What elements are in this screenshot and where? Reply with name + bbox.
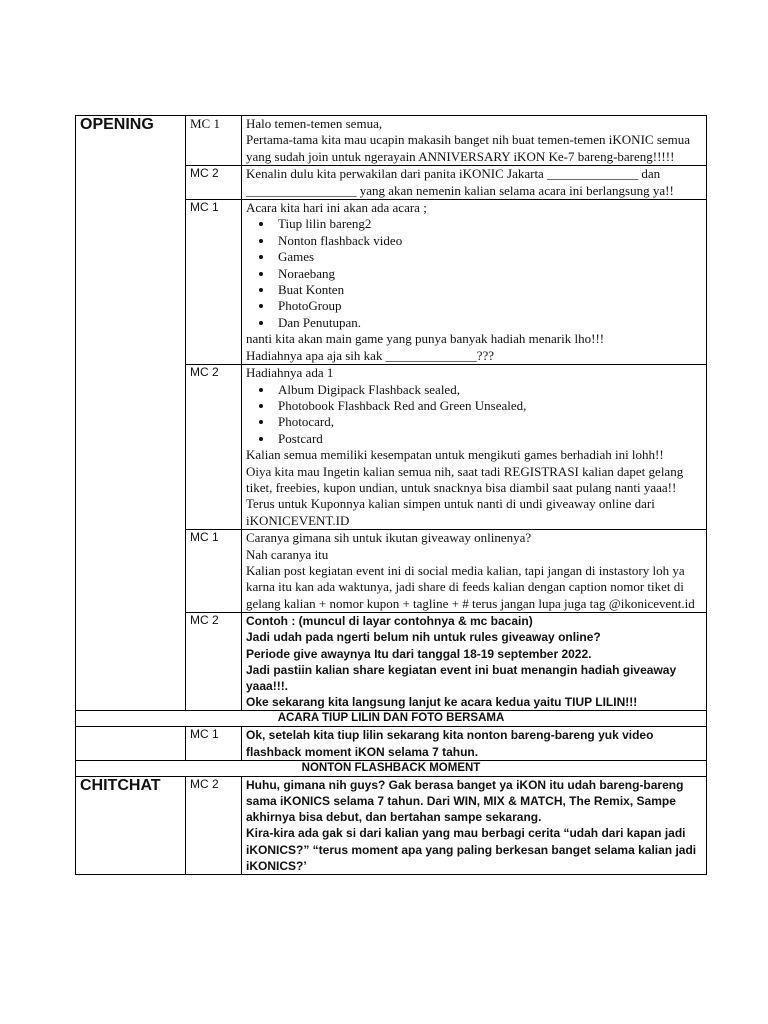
script-line: Jadi udah pada ngerti belum nih untuk rules giveaway online? <box>246 630 601 645</box>
mc-label: MC 1 <box>186 200 242 365</box>
section-chitchat: CHITCHAT <box>76 776 186 874</box>
script-text <box>242 727 707 760</box>
script-line: Hadiahnya apa aja sih kak ______________??? <box>246 347 495 363</box>
table-row <box>76 711 707 727</box>
script-line: Contoh : (muncul di layar contohnya & mc bacain) <box>246 614 533 629</box>
script-line: Kalian semua memiliki kesempatan untuk mengikuti games berhadiah ini lohh!! <box>246 447 664 463</box>
script-line: Pertama-tama kita mau ucapin makasih banget nih buat temen-temen iKONIC semua yang sudah join untuk ngerayain ANNIVERSARY iKON Ke-7 bareng-bareng!!!!! <box>246 132 691 164</box>
table-row <box>76 116 707 166</box>
script-line: nanti kita akan main game yang punya banyak hadiah menarik lho!!! <box>246 331 605 347</box>
script-text <box>242 613 707 711</box>
section-banner-flashback: NONTON FLASHBACK MOMENT <box>76 760 707 776</box>
section-banner-tiup-lilin: ACARA TIUP LILIN DAN FOTO BERSAMA <box>76 711 707 727</box>
mc-label: MC 1 <box>186 727 242 760</box>
list-item: • Photocard, <box>274 414 702 430</box>
mc-label: MC 2 <box>186 613 242 711</box>
empty-section-cell <box>76 727 186 760</box>
table-row <box>76 776 707 874</box>
table-row <box>76 727 707 760</box>
section-opening: OPENING <box>76 116 186 711</box>
script-text <box>242 166 707 200</box>
script-text <box>242 365 707 530</box>
prize-list <box>246 382 702 448</box>
script-line: Oke sekarang kita langsung lanjut ke acara kedua yaitu TIUP LILIN!!! <box>246 695 638 710</box>
script-line: Kalian post kegiatan event ini di social media kalian, tapi jangan di instastory loh ya karna itu kan ada waktunya, jadi share di feeds kalian dengan caption nomor tiket di gelang kalian + nomor kupon + tagline + # terus jangan lupa juga tag @ikonicevent.id <box>246 562 695 611</box>
mc-label: MC 2 <box>186 166 242 200</box>
list-item: • PhotoGroup <box>274 298 702 314</box>
table-row <box>76 760 707 776</box>
script-line: Nah caranya itu <box>246 546 329 562</box>
script-text <box>242 776 707 874</box>
script-text <box>242 200 707 365</box>
script-line: Kira-kira ada gak si dari kalian yang mau berbagi cerita “udah dari kapan jadi iKONICS?” “terus moment apa yang paling berkesan banget selama kalian jadi iKONICS?’ <box>246 826 697 873</box>
script-line: Kenalin dulu kita perwakilan dari panita iKONIC Jakarta ______________ dan _________________ yang akan nemenin kalian selama acara ini berlangsung ya!! <box>246 166 674 198</box>
script-text <box>242 116 707 166</box>
mc-label: MC 1 <box>186 116 242 166</box>
script-line: Halo temen-temen semua, <box>246 116 383 131</box>
list-item: • Games <box>274 249 702 265</box>
mc-label: MC 2 <box>186 776 242 874</box>
list-item: • Buat Konten <box>274 282 702 298</box>
script-text <box>242 530 707 613</box>
script-line: Oiya kita mau Ingetin kalian semua nih, saat tadi REGISTRASI kalian dapet gelang tiket, freebies, kupon undian, untuk snacknya bisa diambil saat pulang nanti yaaa!! <box>246 463 684 495</box>
mc-label: MC 2 <box>186 365 242 530</box>
mc-script-table <box>75 115 707 875</box>
script-line: Caranya gimana sih untuk ikutan giveaway onlinenya? <box>246 530 532 546</box>
script-line: Jadi pastiin kalian share kegiatan event ini buat menangin hadiah giveaway yaaa!!!. <box>246 662 677 693</box>
list-item: • Dan Penutupan. <box>274 315 702 331</box>
list-item: • Album Digipack Flashback sealed, <box>274 382 702 398</box>
script-line: Ok, setelah kita tiup lilin sekarang kita nonton bareng-bareng yuk video flashback moment iKON selama 7 tahun. <box>246 728 654 759</box>
mc-label: MC 1 <box>186 530 242 613</box>
list-item: • Noraebang <box>274 266 702 282</box>
script-line: Acara kita hari ini akan ada acara ; <box>246 200 427 216</box>
script-line: Huhu, gimana nih guys? Gak berasa banget ya iKON itu udah bareng-bareng sama iKONICS selama 7 tahun. Dari WIN, MIX & MATCH, The Remix, Sampe akhirnya bisa debut, dan bertahan sampe sekarang. <box>246 777 684 825</box>
list-item: • Postcard <box>274 431 702 447</box>
script-line: Terus untuk Kuponnya kalian simpen untuk nanti di undi giveaway online dari iKONICEVENT.ID <box>246 496 655 528</box>
list-item: • Nonton flashback video <box>274 233 702 249</box>
script-line: Periode give awaynya Itu dari tanggal 18-19 september 2022. <box>246 646 592 661</box>
list-item: • Tiup lilin bareng2 <box>274 216 702 232</box>
script-line: Hadiahnya ada 1 <box>246 365 334 381</box>
agenda-list <box>246 216 702 331</box>
list-item: • Photobook Flashback Red and Green Unsealed, <box>274 398 702 414</box>
